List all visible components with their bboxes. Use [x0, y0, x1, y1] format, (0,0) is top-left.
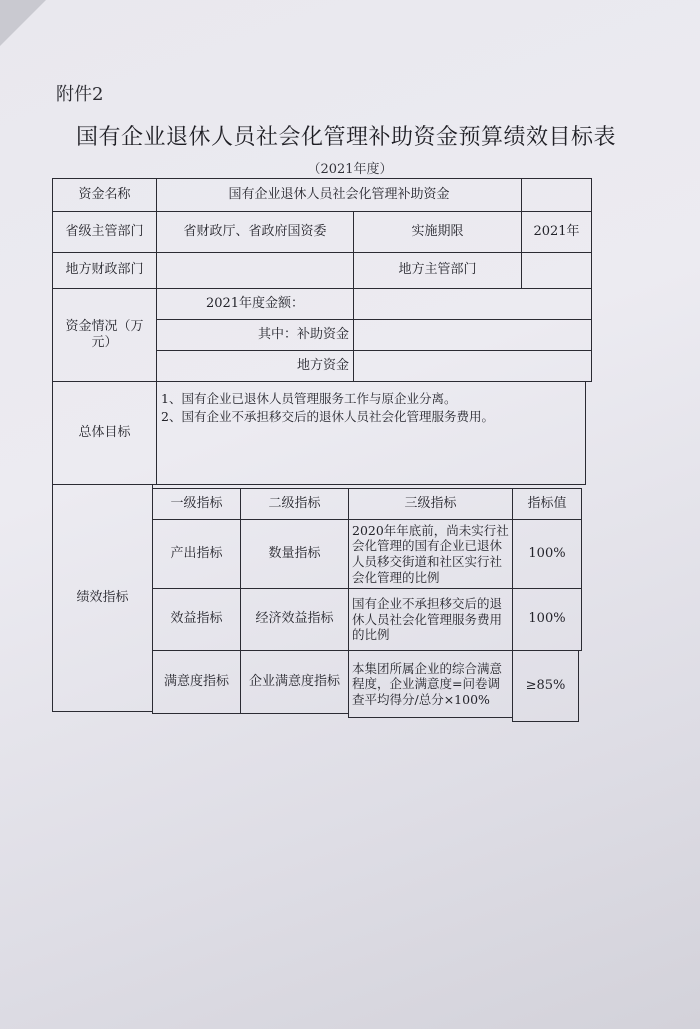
- fiscal-year: （2021年度）: [307, 162, 393, 177]
- overall-goal-label: 总体目标: [52, 381, 157, 485]
- subsidy-label: 其中：补助资金: [156, 319, 354, 351]
- indicator-1-value: 100%: [512, 519, 582, 589]
- indicator-2-level2: 经济效益指标: [240, 588, 349, 651]
- indicator-1-level2: 数量指标: [240, 519, 349, 589]
- indicator-3-level1: 满意度指标: [152, 650, 241, 714]
- overall-goal-text: [156, 381, 586, 485]
- indicator-2-value: 100%: [512, 588, 582, 651]
- header-level2: 二级指标: [240, 488, 349, 520]
- performance-label: 绩效指标: [52, 484, 153, 712]
- fund-name-value: 国有企业退休人员社会化管理补助资金: [156, 178, 522, 212]
- document-title: 国有企业退休人员社会化管理补助资金预算绩效目标表: [76, 125, 617, 150]
- annual-amount-value: [353, 288, 592, 320]
- period-value: 2021年: [521, 211, 592, 253]
- period-label: 实施期限: [353, 211, 522, 253]
- local-funds-label: 地方资金: [156, 350, 354, 382]
- overall-goal-1: 1、国有企业已退休人员管理服务工作与原企业分离。: [161, 391, 457, 406]
- indicator-3-level3: 本集团所属企业的综合满意程度，企业满意度=问卷调查平均得分/总分×100%: [348, 650, 513, 718]
- indicator-1-level3: 2020年年底前，尚未实行社会化管理的国有企业已退休人员移交街道和社区实行社会化管理的比例: [348, 519, 513, 589]
- fund-name-blank: [521, 178, 592, 212]
- attachment-label: 附件2: [56, 84, 104, 105]
- local-dept-label: 地方主管部门: [353, 252, 522, 289]
- subsidy-value: [353, 319, 592, 351]
- header-level3: 三级指标: [348, 488, 513, 520]
- overall-goal-2: 2、国有企业不承担移交后的退休人员社会化管理服务费用。: [161, 409, 494, 425]
- funds-label: 资金情况（万元）: [52, 288, 157, 382]
- provincial-dept-value: 省财政厅、省政府国资委: [156, 211, 354, 253]
- local-finance-label: 地方财政部门: [52, 252, 157, 289]
- indicator-3-level2: 企业满意度指标: [240, 650, 349, 714]
- indicator-1-level1: 产出指标: [152, 519, 241, 589]
- local-funds-value: [353, 350, 592, 382]
- annual-amount-label: 2021年度金额：: [156, 288, 354, 320]
- header-level1: 一级指标: [152, 488, 241, 520]
- local-finance-value: [156, 252, 354, 289]
- header-value: 指标值: [512, 488, 582, 520]
- indicator-3-value: ≥85%: [512, 650, 579, 722]
- fund-name-label: 资金名称: [52, 178, 157, 212]
- provincial-dept-label: 省级主管部门: [52, 211, 157, 253]
- indicator-2-level3: 国有企业不承担移交后的退休人员社会化管理服务费用的比例: [348, 588, 513, 651]
- folded-corner: [0, 0, 46, 46]
- local-dept-value: [521, 252, 592, 289]
- indicator-2-level1: 效益指标: [152, 588, 241, 651]
